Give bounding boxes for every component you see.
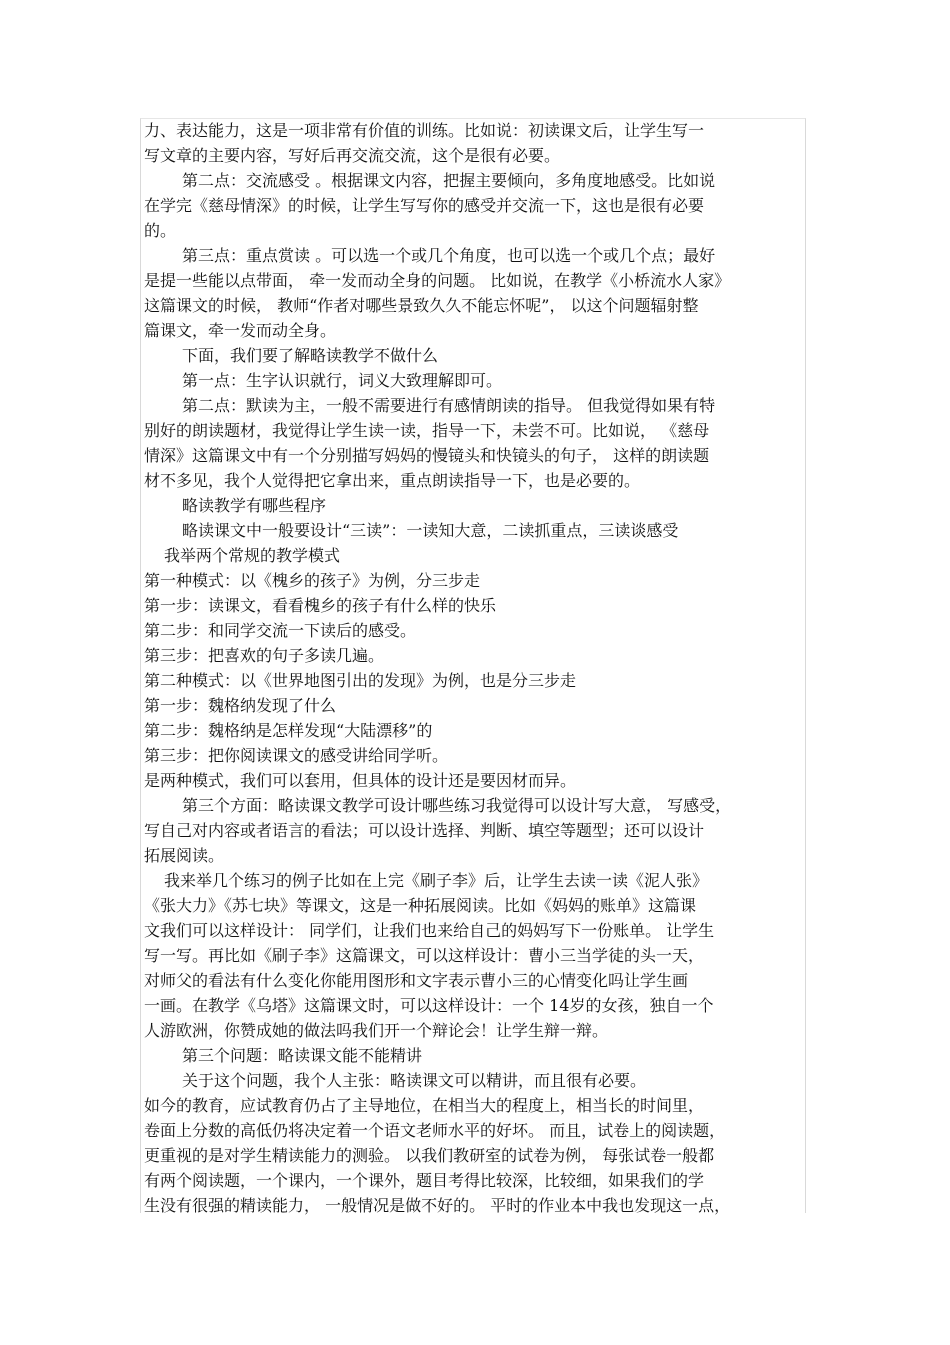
text-line: 我举两个常规的教学模式 <box>164 546 341 565</box>
text-line: 材不多见，我个人觉得把它拿出来，重点朗读指导一下，也是必要的。 <box>144 471 641 490</box>
text-line: 篇课文，牵一发而动全身。 <box>144 321 337 340</box>
text-line: 更重视的是对学生精读能力的测验。 以我们教研室的试卷为例， 每张试卷一般都 <box>144 1146 715 1165</box>
text-line: 略读教学有哪些程序 <box>182 496 327 515</box>
text-line: 第三点：重点赏读 。可以选一个或几个角度，也可以选一个或几个点；最好 <box>182 246 716 265</box>
text-line: 写文章的主要内容，写好后再交流交流，这个是很有必要。 <box>144 146 561 165</box>
text-line: 的。 <box>144 221 177 240</box>
text-line: 生没有很强的精读能力， 一般情况是做不好的。 平时的作业本中我也发现这一点， <box>144 1196 731 1215</box>
text-line: 是两种模式，我们可以套用，但具体的设计还是要因材而异。 <box>144 771 577 790</box>
text-line: 《张大力》《苏七块》等课文，这是一种拓展阅读。比如《妈妈的账单》这篇课 <box>144 896 697 915</box>
text-line: 是提一些能以点带面， 牵一发而动全身的问题。 比如说，在教学《小桥流水人家》 <box>144 271 731 290</box>
text-line: 拓展阅读。 <box>144 846 225 865</box>
text-line: 第一步：魏格纳发现了什么 <box>144 696 337 715</box>
text-line: 卷面上分数的高低仍将决定着一个语文老师水平的好坏。 而且，试卷上的阅读题， <box>144 1121 726 1140</box>
text-line: 力、表达能力，这是一项非常有价值的训练。比如说：初读课文后，让学生写一 <box>144 121 705 140</box>
text-line: 略读课文中一般要设计“三读”：一读知大意，二读抓重点，三读谈感受 <box>182 521 679 540</box>
text-line: 第三步：把喜欢的句子多读几遍。 <box>144 646 385 665</box>
text-line: 一画。在教学《乌塔》这篇课文时，可以这样设计：一个 14岁的女孩，独自一个 <box>144 996 714 1015</box>
text-line: 有两个阅读题，一个课内，一个课外，题目考得比较深，比较细，如果我们的学 <box>144 1171 705 1190</box>
text-line: 文我们可以这样设计： 同学们，让我们也来给自己的妈妈写下一份账单。 让学生 <box>144 921 715 940</box>
text-line: 情深》这篇课文中有一个分别描写妈妈的慢镜头和快镜头的句子， 这样的朗读题 <box>144 446 710 465</box>
text-line: 第二种模式：以《世界地图引出的发现》为例，也是分三步走 <box>144 671 577 690</box>
text-line: 如今的教育，应试教育仍占了主导地位，在相当大的程度上，相当长的时间里， <box>144 1096 705 1115</box>
text-line: 在学完《慈母情深》的时候，让学生写写你的感受并交流一下，这也是很有必要 <box>144 196 705 215</box>
text-line: 关于这个问题，我个人主张：略读课文可以精讲，而且很有必要。 <box>182 1071 647 1090</box>
text-line: 下面，我们要了解略读教学不做什么 <box>182 346 439 365</box>
text-line: 第一步：读课文，看看槐乡的孩子有什么样的快乐 <box>144 596 497 615</box>
text-line: 第二点：默读为主，一般不需要进行有感情朗读的指导。 但我觉得如果有特 <box>182 396 716 415</box>
text-line: 这篇课文的时候， 教师“作者对哪些景致久久不能忘怀呢”， 以这个问题辐射整 <box>144 296 699 315</box>
text-line: 别好的朗读题材，我觉得让学生读一读，指导一下，未尝不可。比如说， 《慈母 <box>144 421 710 440</box>
text-line: 写一写。再比如《刷子李》这篇课文，可以这样设计：曹小三当学徒的头一天， <box>144 946 705 965</box>
text-line: 第三步：把你阅读课文的感受讲给同学听。 <box>144 746 449 765</box>
text-line: 第三个问题：略读课文能不能精讲 <box>182 1046 423 1065</box>
text-line: 第二步：魏格纳是怎样发现“大陆漂移”的 <box>144 721 433 740</box>
text-line: 对师父的看法有什么变化你能用图形和文字表示曹小三的心情变化吗让学生画 <box>144 971 689 990</box>
text-line: 第一点：生字认识就行，词义大致理解即可。 <box>182 371 503 390</box>
text-line: 第一种模式：以《槐乡的孩子》为例，分三步走 <box>144 571 481 590</box>
text-line: 第二步：和同学交流一下读后的感受。 <box>144 621 417 640</box>
text-line: 第三个方面：略读课文教学可设计哪些练习我觉得可以设计写大意， 写感受， <box>182 796 732 815</box>
text-line: 人游欧洲，你赞成她的做法吗我们开一个辩论会！让学生辩一辩。 <box>144 1021 609 1040</box>
text-line: 我来举几个练习的例子比如在上完《刷子李》后，让学生去读一读《泥人张》 <box>164 871 709 890</box>
text-line: 第二点：交流感受 。根据课文内容，把握主要倾向，多角度地感受。比如说 <box>182 171 716 190</box>
text-line: 写自己对内容或者语言的看法；可以设计选择、判断、填空等题型；还可以设计 <box>144 821 705 840</box>
